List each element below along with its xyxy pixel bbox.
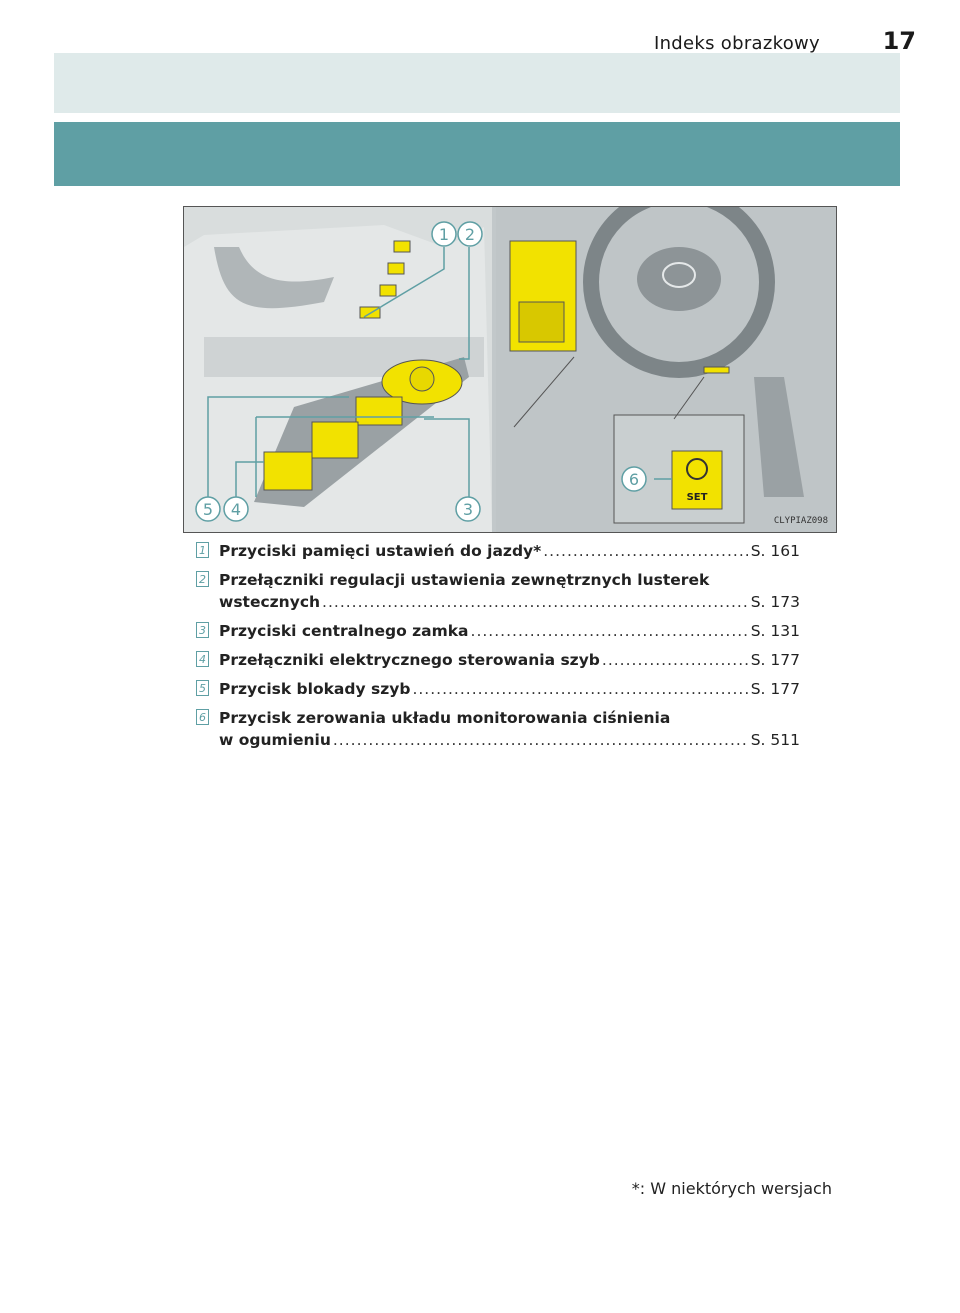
item-number: 2 (196, 571, 209, 587)
item-page-ref: S. 131 (750, 622, 800, 640)
header-band (54, 53, 900, 113)
item-list (196, 540, 800, 758)
switch-inset (519, 302, 564, 342)
item-number: 6 (196, 709, 209, 725)
tpms-set-label: SET (686, 492, 708, 503)
item-label: Przełączniki elektrycznego sterowania szyb (219, 651, 600, 669)
list-item (196, 569, 800, 613)
item-label-cont: w ogumieniu (219, 731, 331, 749)
callout-5: 5 (202, 500, 214, 519)
item-number: 5 (196, 680, 209, 696)
footnote: *: W niektórych wersjach (631, 1179, 832, 1198)
list-item (196, 649, 800, 671)
interior-illustration (183, 206, 837, 533)
list-item (196, 678, 800, 700)
illustration-svg (184, 207, 836, 532)
page-number: 17 (882, 27, 916, 55)
teal-band (54, 122, 900, 186)
callout-6: 6 (628, 470, 640, 489)
figure-code: CLYPIAZ098 (773, 516, 828, 526)
item-label: Przyciski pamięci ustawień do jazdy* (219, 542, 542, 560)
item-label: Przyciski centralnego zamka (219, 622, 469, 640)
memory-button-m (394, 241, 410, 252)
callout-2: 2 (464, 225, 476, 244)
item-label: Przełączniki regulacji ustawienia zewnętrznych lusterek (219, 571, 710, 589)
list-item (196, 620, 800, 642)
item-label: Przycisk blokady szyb (219, 680, 411, 698)
list-item (196, 540, 800, 562)
item-number: 1 (196, 542, 209, 558)
item-page-ref: S. 177 (750, 680, 800, 698)
item-page-ref: S. 173 (750, 593, 800, 611)
item-label: Przycisk zerowania układu monitorowania ciśnienia (219, 709, 671, 727)
item-page-ref: S. 161 (750, 542, 800, 560)
list-item (196, 707, 800, 751)
item-page-ref: S. 511 (750, 731, 800, 749)
item-page-ref: S. 177 (750, 651, 800, 669)
callout-4: 4 (230, 500, 242, 519)
tpms-location-mark (704, 367, 729, 373)
callout-3: 3 (462, 500, 474, 519)
door-lock-switch (356, 397, 402, 425)
item-number: 4 (196, 651, 209, 667)
window-switch-front (312, 422, 358, 458)
memory-button-1 (388, 263, 404, 274)
mirror-knob (410, 367, 434, 391)
memory-button-2 (380, 285, 396, 296)
item-number: 3 (196, 622, 209, 638)
page-section-title: Indeks obrazkowy (653, 33, 820, 54)
steering-hub (637, 247, 721, 311)
item-label-cont: wstecznych (219, 593, 321, 611)
callout-1: 1 (438, 225, 450, 244)
window-switch-rear (264, 452, 312, 490)
